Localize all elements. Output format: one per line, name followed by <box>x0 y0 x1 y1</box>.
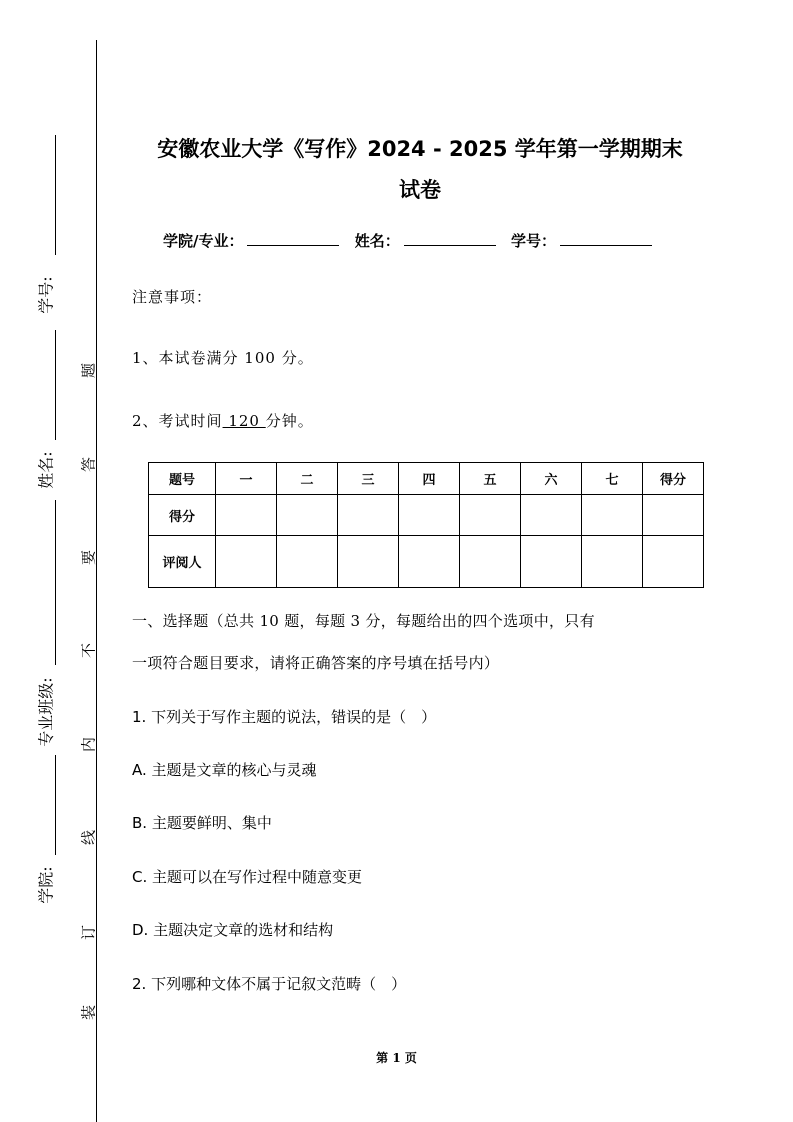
score-table <box>148 462 704 588</box>
reviewer-cell[interactable] <box>460 536 521 588</box>
binding-line <box>96 40 97 1122</box>
score-cell[interactable] <box>216 495 277 536</box>
seal-char: 不 <box>79 643 98 659</box>
reviewer-cell[interactable] <box>338 536 399 588</box>
id-label: 学号： <box>510 232 556 250</box>
margin-underline <box>55 500 56 665</box>
margin-label-name: 姓名: <box>36 451 56 489</box>
reviewer-cell[interactable] <box>582 536 643 588</box>
seal-char: 装 <box>79 1005 98 1021</box>
row-label: 得分 <box>149 495 216 536</box>
margin-label-college: 学院: <box>36 866 56 904</box>
score-cell[interactable] <box>582 495 643 536</box>
reviewer-cell[interactable] <box>399 536 460 588</box>
seal-char: 线 <box>79 830 98 846</box>
margin-label-student-id: 学号: <box>36 276 56 314</box>
page-number: 第 1 页 <box>376 1051 417 1065</box>
table-header: 题号 <box>149 463 216 495</box>
table-header: 五 <box>460 463 521 495</box>
name-field[interactable] <box>404 231 496 246</box>
margin-underline <box>55 755 56 855</box>
table-header: 得分 <box>643 463 704 495</box>
seal-char: 答 <box>79 457 98 473</box>
seal-char: 要 <box>79 550 98 566</box>
note-item: 1、本试卷满分 100 分。 <box>132 349 314 367</box>
margin-underline <box>55 135 56 255</box>
score-cell[interactable] <box>643 495 704 536</box>
score-cell[interactable] <box>521 495 582 536</box>
margin-underline <box>55 330 56 440</box>
reviewer-cell[interactable] <box>277 536 338 588</box>
row-label: 评阅人 <box>149 536 216 588</box>
college-field[interactable] <box>247 231 339 246</box>
table-header: 三 <box>338 463 399 495</box>
student-info-row <box>163 230 662 251</box>
score-cell[interactable] <box>399 495 460 536</box>
name-label: 姓名： <box>354 232 400 250</box>
option-b: B. 主题要鲜明、集中 <box>132 814 272 832</box>
score-cell[interactable] <box>277 495 338 536</box>
option-a: A. 主题是文章的核心与灵魂 <box>132 761 317 779</box>
reviewer-cell[interactable] <box>521 536 582 588</box>
table-header: 四 <box>399 463 460 495</box>
seal-char: 题 <box>79 363 98 379</box>
table-header: 七 <box>582 463 643 495</box>
seal-char: 内 <box>79 737 98 753</box>
note-text: 分钟。 <box>265 412 314 430</box>
seal-char: 订 <box>79 925 98 941</box>
table-header: 二 <box>277 463 338 495</box>
score-cell[interactable] <box>460 495 521 536</box>
option-d: D. 主题决定文章的选材和结构 <box>132 921 334 939</box>
section-instructions: 一、选择题（总共 10 题，每题 3 分，每题给出的四个选项中，只有 <box>132 612 595 630</box>
page-title-line2: 试卷 <box>399 178 441 202</box>
note-text: 2、考试时间 <box>132 412 223 430</box>
table-header: 六 <box>521 463 582 495</box>
page-title: 安徽农业大学《写作》2024 - 2025 学年第一学期期末 <box>157 137 683 161</box>
notes-heading: 注意事项： <box>132 288 213 306</box>
question-stem: 2. 下列哪种文体不属于记叙文范畴（ ） <box>132 975 407 993</box>
section-instructions: 一项符合题目要求，请将正确答案的序号填在括号内） <box>132 654 500 672</box>
exam-duration: 120 <box>222 412 266 430</box>
college-label: 学院/专业： <box>163 232 244 250</box>
table-header: 一 <box>216 463 277 495</box>
reviewer-cell[interactable] <box>643 536 704 588</box>
reviewer-cell[interactable] <box>216 536 277 588</box>
margin-label-major: 专业班级: <box>36 677 56 747</box>
option-c: C. 主题可以在写作过程中随意变更 <box>132 868 363 886</box>
score-cell[interactable] <box>338 495 399 536</box>
id-field[interactable] <box>560 231 652 246</box>
question-stem: 1. 下列关于写作主题的说法，错误的是（ ） <box>132 708 437 726</box>
note-item <box>132 410 314 431</box>
